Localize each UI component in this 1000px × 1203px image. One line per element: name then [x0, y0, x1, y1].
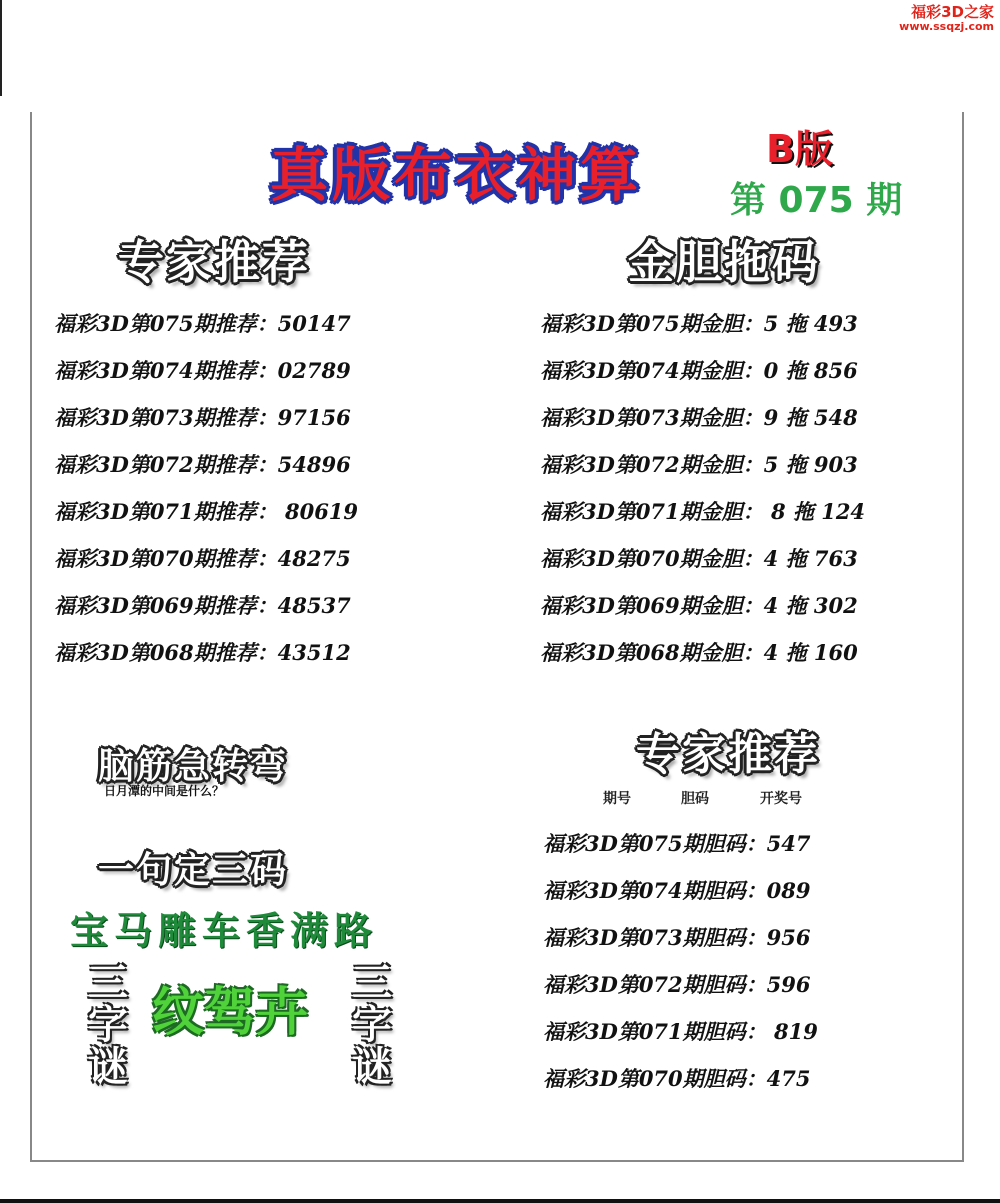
list-item: 福彩3D第073期金胆：9 拖 548 — [540, 405, 858, 430]
issue-number: 第 075 期 — [730, 180, 903, 221]
list-item: 福彩3D第068期推荐：43512 — [54, 640, 351, 665]
list-item: 福彩3D第070期推荐：48275 — [54, 546, 351, 571]
riddle-label-left — [82, 962, 134, 1088]
brain-teaser-heading: 脑筋急转弯 — [98, 746, 289, 787]
list-item: 福彩3D第070期金胆：4 拖 763 — [540, 546, 858, 571]
watermark-site-url: www.ssqzj.com — [899, 20, 994, 34]
list-item: 福彩3D第073期胆码：956 — [543, 925, 811, 950]
list-item: 福彩3D第074期胆码：089 — [543, 878, 811, 903]
riddle-label-char: 谜 — [352, 1044, 392, 1090]
list-item: 福彩3D第072期推荐：54896 — [54, 452, 351, 477]
list-item: 福彩3D第074期金胆：0 拖 856 — [540, 358, 858, 383]
brain-teaser-question: 日月潭的中间是什么？ — [104, 784, 225, 798]
column-header-draw: 开奖号 — [760, 791, 802, 807]
expert-recommend-2-heading: 专家推荐 — [636, 729, 820, 780]
list-item: 福彩3D第071期推荐： 80619 — [54, 499, 359, 524]
list-item: 福彩3D第075期金胆：5 拖 493 — [540, 311, 858, 336]
riddle-label-right — [346, 962, 398, 1088]
list-item: 福彩3D第075期推荐：50147 — [54, 311, 351, 336]
column-header-dan: 胆码 — [681, 791, 709, 807]
gold-drag-heading: 金胆拖码 — [628, 235, 820, 289]
edition-badge: B版 — [766, 127, 833, 171]
riddle-label-char: 三 — [88, 960, 128, 1006]
corner-tick-mark — [0, 0, 10, 96]
list-item: 福彩3D第069期金胆：4 拖 302 — [540, 593, 858, 618]
list-item: 福彩3D第073期推荐：97156 — [54, 405, 351, 430]
riddle-label-char: 字 — [88, 1002, 128, 1048]
site-watermark — [899, 4, 994, 34]
list-item: 福彩3D第075期胆码：547 — [543, 831, 811, 856]
list-item: 福彩3D第074期推荐：02789 — [54, 358, 351, 383]
list-item: 福彩3D第068期金胆：4 拖 160 — [540, 640, 858, 665]
riddle-label-char: 三 — [352, 960, 392, 1006]
riddle-verse: 宝马雕车香满路 — [70, 908, 379, 953]
list-item: 福彩3D第071期金胆： 8 拖 124 — [540, 499, 866, 524]
column-header-issue: 期号 — [603, 791, 631, 807]
riddle-answer: 纹驾卉 — [152, 983, 309, 1043]
page-title: 真版布衣神算 — [270, 141, 643, 209]
list-item: 福彩3D第069期推荐：48537 — [54, 593, 351, 618]
one-sentence-heading: 一句定三码 — [98, 850, 289, 891]
riddle-label-char: 字 — [352, 1002, 392, 1048]
expert-recommend-heading: 专家推荐 — [118, 235, 310, 289]
bottom-border-rule — [0, 1199, 1000, 1203]
list-item: 福彩3D第072期胆码：596 — [543, 972, 811, 997]
list-item: 福彩3D第072期金胆：5 拖 903 — [540, 452, 858, 477]
list-item: 福彩3D第070期胆码：475 — [543, 1066, 811, 1091]
watermark-site-name: 福彩3D之家 — [911, 3, 994, 21]
list-item: 福彩3D第071期胆码： 819 — [543, 1019, 818, 1044]
riddle-label-char: 谜 — [88, 1044, 128, 1090]
